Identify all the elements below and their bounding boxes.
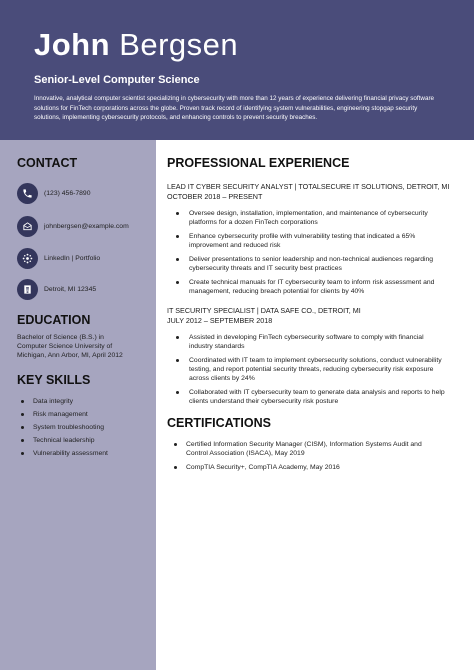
- skill-item: Risk management: [17, 408, 140, 421]
- contact-list: [17, 180, 140, 303]
- experience-heading: PROFESSIONAL EXPERIENCE: [167, 156, 350, 170]
- job-entry: [167, 182, 454, 296]
- contact-item-email: [17, 211, 140, 241]
- candidate-name: [34, 26, 440, 64]
- job-bullet: Collaborated with IT cybersecurity team to generate data analysis and reports to help clients understand their cybersecurity risk posture: [175, 388, 447, 406]
- professional-summary: Innovative, analytical computer scientist specializing in cybersecurity with more than 12 years of experience delivering financial privacy software solutions for FinTech corporations across the globe. Proven track record of identifying system vulnerabilities, engineering stopgap security solutions, implementing cybersecurity protocols, and enhancing controls to prevent security breaches.: [34, 95, 435, 121]
- job-bullet: Coordinated with IT team to implement cybersecurity solutions, conduct vulnerability testing, and report potential security threats, reducing cybersecurity risk exposure across clients by 24%: [175, 356, 447, 383]
- phone-icon: [17, 183, 38, 204]
- key-skills-heading: KEY SKILLS: [17, 372, 91, 387]
- job-bullets: [167, 333, 454, 406]
- skills-list: [17, 395, 140, 460]
- email-icon: [17, 216, 38, 237]
- email-address[interactable]: johnbergsen@example.com: [44, 222, 129, 230]
- contact-item-links: [17, 245, 140, 272]
- location-text: Detroit, MI 12345: [44, 286, 97, 293]
- certification-item: Certified Information Security Manager (CISM), Information Systems Audit and Control Association (ISACA), May 2019: [173, 440, 443, 458]
- certifications-heading: CERTIFICATIONS: [167, 416, 271, 430]
- job-title-headline: Senior-Level Computer Science: [34, 74, 200, 86]
- job-bullets: [167, 209, 454, 296]
- job-dates: OCTOBER 2018 – PRESENT: [167, 191, 263, 201]
- job-title: LEAD IT CYBER SECURITY ANALYST | TOTALSECURE IT SOLUTIONS, DETROIT, MI: [167, 182, 450, 191]
- certifications-list: [167, 440, 454, 472]
- main-content: [156, 140, 474, 670]
- education-heading: EDUCATION: [17, 313, 91, 327]
- phone-number[interactable]: (123) 456-7890: [44, 190, 91, 197]
- profile-links[interactable]: LinkedIn | Portfolio: [44, 255, 101, 262]
- job-entry: [167, 306, 454, 406]
- first-name: John: [34, 27, 111, 62]
- job-bullet: Create technical manuals for IT cybersecurity team to inform risk assessment and management, reducing breach potential for clients by 40%: [175, 278, 447, 296]
- skill-item: System troubleshooting: [17, 421, 140, 434]
- certification-item: CompTIA Security+, CompTIA Academy, May 2016: [173, 463, 443, 472]
- education-details: Bachelor of Science (B.S.) in Computer Science University of Michigan, Ann Arbor, MI, April 2012: [17, 334, 123, 360]
- resume-header: [0, 0, 474, 140]
- job-title: IT SECURITY SPECIALIST | DATA SAFE CO., DETROIT, MI: [167, 306, 361, 315]
- location-icon: [17, 279, 38, 300]
- job-dates: JULY 2012 – SEPTEMBER 2018: [167, 315, 273, 325]
- sidebar: [0, 140, 156, 670]
- skill-item: Technical leadership: [17, 434, 140, 447]
- contact-heading: CONTACT: [17, 156, 78, 170]
- network-icon: [17, 248, 38, 269]
- job-bullet: Oversee design, installation, implementation, and maintenance of cybersecurity platforms for a dozen FinTech corporations: [175, 209, 447, 227]
- last-name: Bergsen: [119, 27, 239, 62]
- job-bullet: Enhance cybersecurity profile with vulnerability testing that indicated a 65% improvement and reduced risk: [175, 232, 447, 250]
- contact-item-location: [17, 276, 140, 303]
- job-bullet: Deliver presentations to senior leadership and non-technical audiences regarding cybersecurity threats and IT security best practices: [175, 255, 447, 273]
- skill-item: Data integrity: [17, 395, 140, 408]
- skill-item: Vulnerability assessment: [17, 447, 140, 460]
- contact-item-phone: [17, 180, 140, 207]
- job-bullet: Assisted in developing FinTech cybersecurity software to comply with financial industry standards: [175, 333, 447, 351]
